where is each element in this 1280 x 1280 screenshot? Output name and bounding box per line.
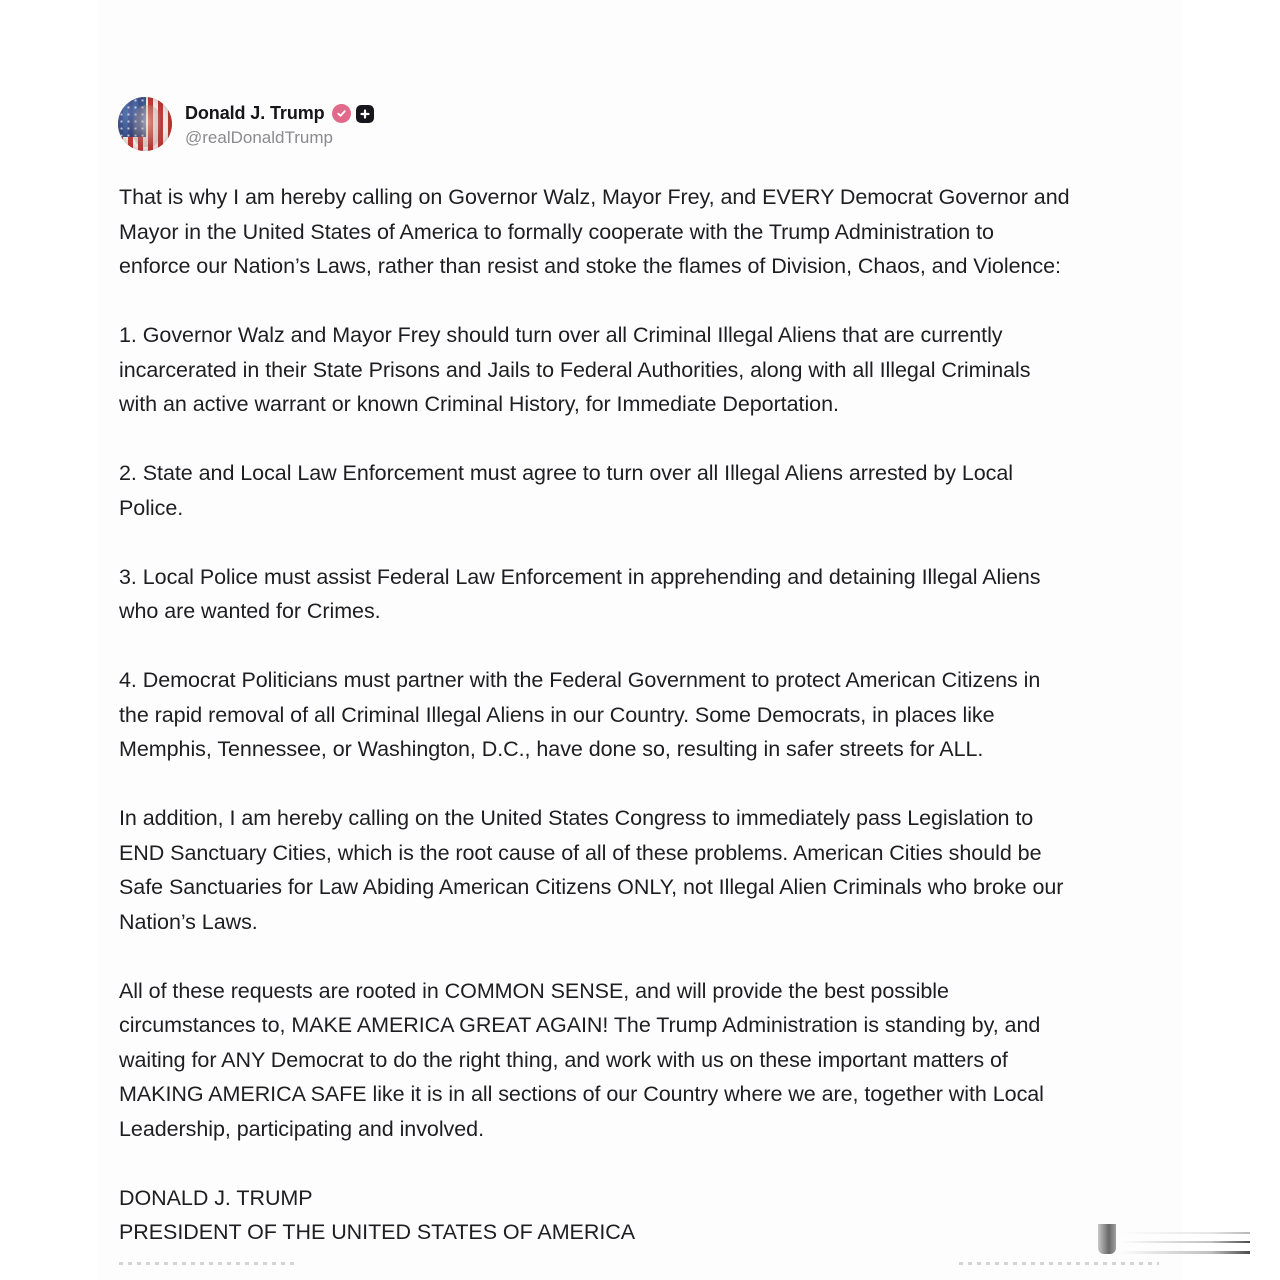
- signature-name: DONALD J. TRUMP: [119, 1185, 313, 1210]
- text-line: Leadership, participating and involved.: [119, 1116, 484, 1141]
- text-line: That is why I am hereby calling on Governor Walz, Mayor Frey, and EVERY Democrat Governor and: [119, 185, 1070, 209]
- text-line: All of these requests are rooted in COMMON SENSE, and will provide the best possible: [119, 978, 949, 1003]
- text-line: 2. State and Local Law Enforcement must agree to turn over all Illegal Aliens arrested by Local: [119, 461, 1013, 485]
- text-line: Nation’s Laws.: [119, 909, 258, 934]
- footer-left-fragment: [119, 1262, 294, 1265]
- author-name-row: [185, 101, 374, 127]
- footer-right-fragment: [959, 1262, 1159, 1265]
- text-line: In addition, I am hereby calling on the United States Congress to immediately pass Legislation to: [119, 806, 1034, 830]
- post-footer-truncated: [119, 1262, 1159, 1268]
- text-line: Mayor in the United States of America to formally cooperate with the Trump Administration to: [119, 219, 994, 244]
- text-line: MAKING AMERICA SAFE like it is in all sections of our Country where we are, together with Local: [119, 1082, 1044, 1106]
- author-info: [185, 101, 374, 148]
- watermark-bar: [1098, 1224, 1116, 1254]
- plus-badge-icon: [356, 105, 374, 123]
- text-line: Safe Sanctuaries for Law Abiding American Citizens ONLY, not Illegal Alien Criminals who broke our: [119, 875, 1064, 899]
- text-line: the rapid removal of all Criminal Illegal Aliens in our Country. Some Democrats, in places like: [119, 702, 995, 727]
- author-display-name[interactable]: Donald J. Trump: [185, 103, 325, 123]
- post-paragraph-congress: [119, 801, 1179, 939]
- post-paragraph-item-4: [119, 663, 1179, 767]
- signature-title: PRESIDENT OF THE UNITED STATES OF AMERICA: [119, 1220, 636, 1244]
- text-line: incarcerated in their State Prisons and Jails to Federal Authorities, along with all Illegal Criminals: [119, 357, 1031, 382]
- text-line: 3. Local Police must assist Federal Law Enforcement in apprehending and detaining Illegal Aliens: [119, 564, 1041, 589]
- post-paragraph-item-2: [119, 456, 1179, 525]
- watermark-line: [1120, 1251, 1250, 1254]
- text-line: Memphis, Tennessee, or Washington, D.C., have done so, resulting in safer streets for ALL.: [119, 737, 984, 761]
- text-line: Police.: [119, 495, 184, 520]
- text-line: waiting for ANY Democrat to do the right thing, and work with us on these important matters of: [119, 1047, 1008, 1072]
- post-paragraph-intro: [119, 180, 1179, 284]
- text-line: 4. Democrat Politicians must partner with the Federal Government to protect American Citizens in: [119, 668, 1041, 692]
- post-paragraph-item-3: [119, 560, 1179, 629]
- watermark-line: [1120, 1232, 1250, 1234]
- text-line: circumstances to, MAKE AMERICA GREAT AGAIN! The Trump Administration is standing by, and: [119, 1013, 1041, 1037]
- text-line: END Sanctuary Cities, which is the root cause of all of these problems. American Cities should be: [119, 840, 1042, 865]
- post-paragraph-closing: [119, 974, 1179, 1147]
- post-header: [118, 97, 374, 151]
- text-line: who are wanted for Crimes.: [119, 599, 381, 623]
- post-signature: [119, 1181, 1179, 1250]
- avatar[interactable]: [118, 97, 172, 151]
- post-body: [119, 180, 1179, 1250]
- text-line: enforce our Nation’s Laws, rather than resist and stoke the flames of Division, Chaos, and Violence:: [119, 254, 1061, 278]
- text-line: 1. Governor Walz and Mayor Frey should turn over all Criminal Illegal Aliens that are currently: [119, 323, 1003, 347]
- avatar-portrait: [132, 105, 162, 147]
- text-line: with an active warrant or known Criminal History, for Immediate Deportation.: [119, 392, 839, 416]
- app-watermark-logo-icon: [1090, 1218, 1255, 1254]
- watermark-line: [1120, 1241, 1250, 1243]
- verified-badge-icon: [332, 104, 351, 123]
- post-paragraph-item-1: [119, 318, 1179, 422]
- author-handle[interactable]: @realDonaldTrump: [185, 127, 333, 147]
